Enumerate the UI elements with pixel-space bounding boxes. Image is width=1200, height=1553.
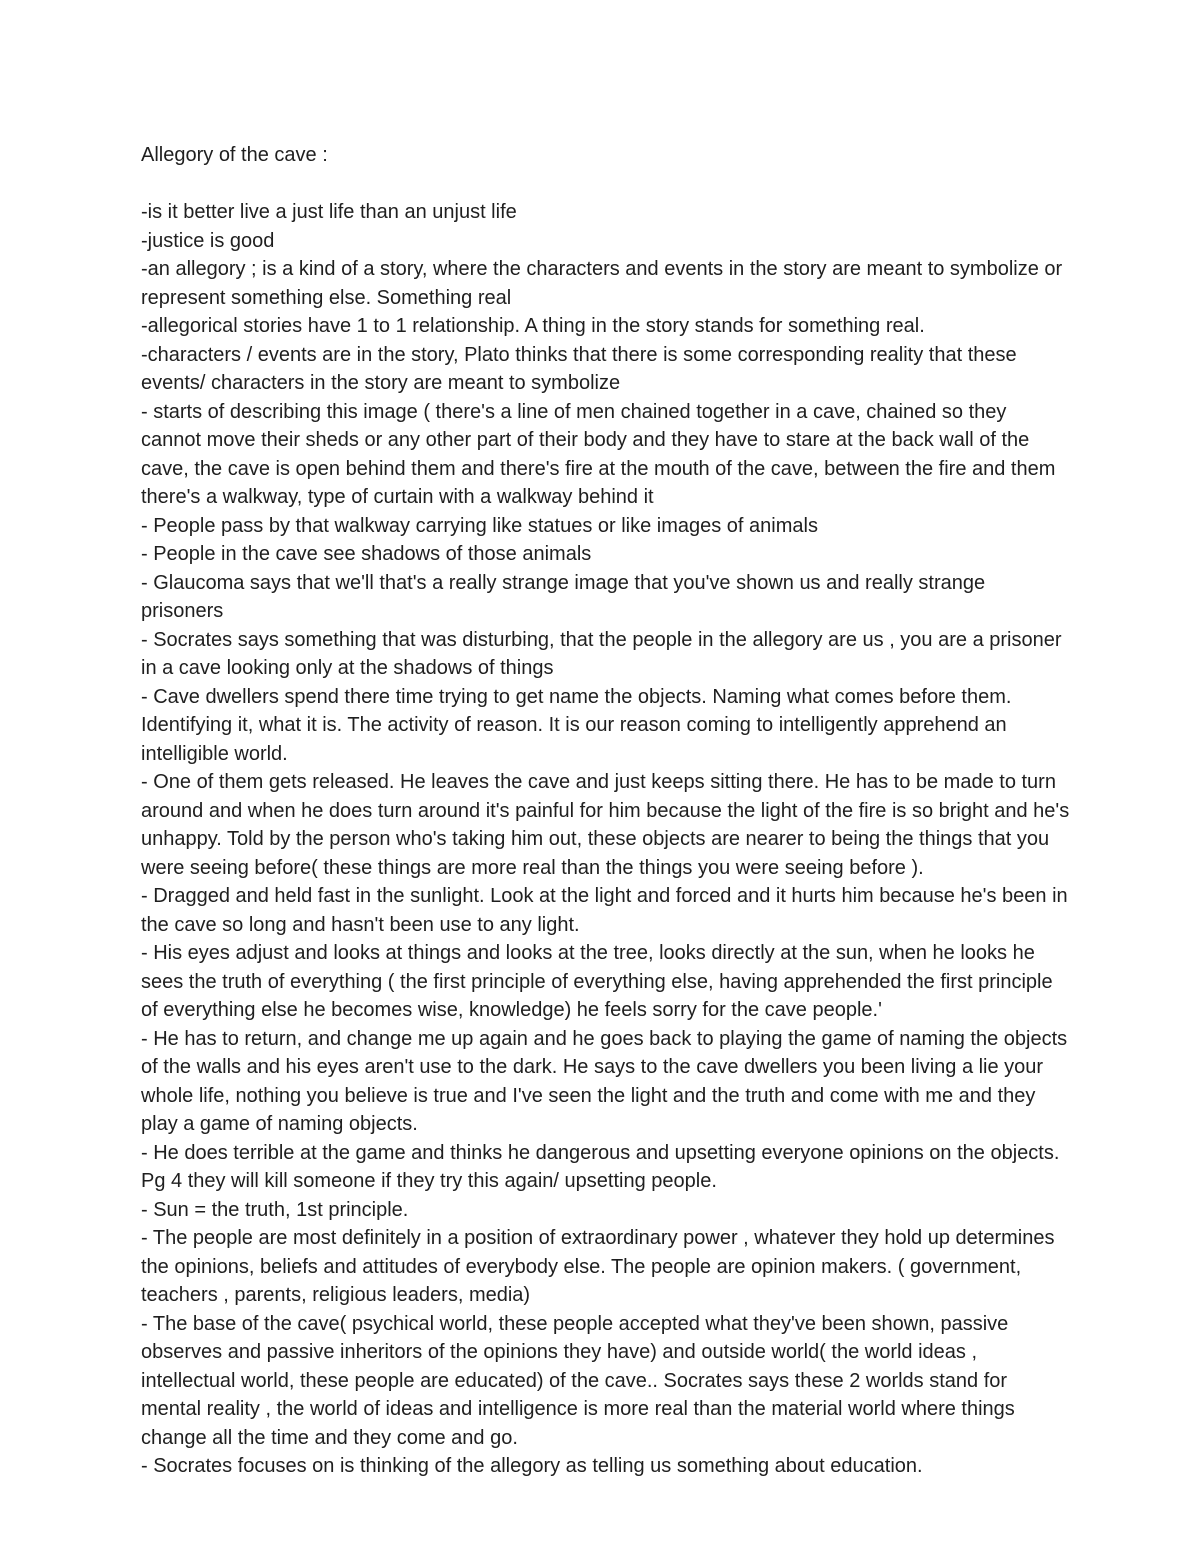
note-line: -is it better live a just life than an unjust life: [141, 201, 517, 223]
note-line: - Socrates focuses on is thinking of the allegory as telling us something about education.: [141, 1455, 923, 1477]
note-line: - His eyes adjust and looks at things and looks at the tree, looks directly at the sun, when he looks he sees the truth of everything ( the first principle of everything else, having apprehended the first principle of everything else he becomes wise, knowledge) he feels sorry for the cave people.': [141, 942, 1053, 1021]
note-line: -allegorical stories have 1 to 1 relationship. A thing in the story stands for something real.: [141, 315, 925, 337]
note-line: - He does terrible at the game and thinks he dangerous and upsetting everyone opinions on the objects. Pg 4 they will kill someone if they try this again/ upsetting people.: [141, 1141, 1060, 1192]
document-body: [141, 141, 1071, 1481]
note-line: - Cave dwellers spend there time trying to get name the objects. Naming what comes before them. Identifying it, what it is. The activity of reason. It is our reason coming to intelligently apprehend an intelligible world.: [141, 685, 1012, 765]
note-line: -an allegory ; is a kind of a story, where the characters and events in the story are meant to symbolize or represent something else. Something real: [141, 258, 1063, 309]
note-line: -justice is good: [141, 229, 275, 252]
note-line: - Socrates says something that was disturbing, that the people in the allegory are us , you are a prisoner in a cave looking only at the shadows of things: [141, 628, 1062, 679]
note-line: - People in the cave see shadows of those animals: [141, 543, 592, 565]
note-line: - The base of the cave( psychical world, these people accepted what they've been shown, passive observes and passive inheritors of the opinions they have) and outside world( the world ideas , intellectual world, these people are educated) of the cave.. Socrates says these 2 worlds stand for mental reality , the world of ideas and intelligence is more real than the material world where things change all the time and they come and go.: [141, 1312, 1015, 1449]
document-title: Allegory of the cave :: [141, 144, 328, 166]
note-line: - starts of describing this image ( there's a line of men chained together in a cave, chained so they cannot move their sheds or any other part of their body and they have to stare at the back wall of the cave, the cave is open behind them and there's fire at the mouth of the cave, between the fire and them there's a walkway, type of curtain with a walkway behind it: [141, 400, 1056, 508]
note-line: - One of them gets released. He leaves the cave and just keeps sitting there. He has to be made to turn around and when he does turn around it's painful for him because the light of the fire is so bright and he's unhappy. Told by the person who's taking him out, these objects are nearer to being the things that you were seeing before( these things are more real than the things you were seeing before ).: [141, 771, 1070, 879]
note-line: - He has to return, and change me up again and he goes back to playing the game of naming the objects of the walls and his eyes aren't use to the dark. He says to the cave dwellers you been living a lie your whole life, nothing you believe is true and I've seen the light and the truth and come with me and they play a game of naming objects.: [141, 1027, 1068, 1135]
note-line: - Sun = the truth, 1st principle.: [141, 1198, 409, 1221]
notes-list: [141, 198, 1071, 1481]
note-line: - Dragged and held fast in the sunlight. Look at the light and forced and it hurts him because he's been in the cave so long and hasn't been use to any light.: [141, 885, 1068, 936]
note-line: -characters / events are in the story, Plato thinks that there is some corresponding reality that these events/ characters in the story are meant to symbolize: [141, 343, 1017, 394]
note-line: - The people are most definitely in a position of extraordinary power , whatever they hold up determines the opinions, beliefs and attitudes of everybody else. The people are opinion makers. ( government, teachers , parents, religious leaders, media): [141, 1227, 1055, 1306]
blank-line: [141, 170, 1071, 199]
note-line: - Glaucoma says that we'll that's a really strange image that you've shown us and really strange prisoners: [141, 571, 986, 622]
note-line: - People pass by that walkway carrying like statues or like images of animals: [141, 514, 818, 537]
